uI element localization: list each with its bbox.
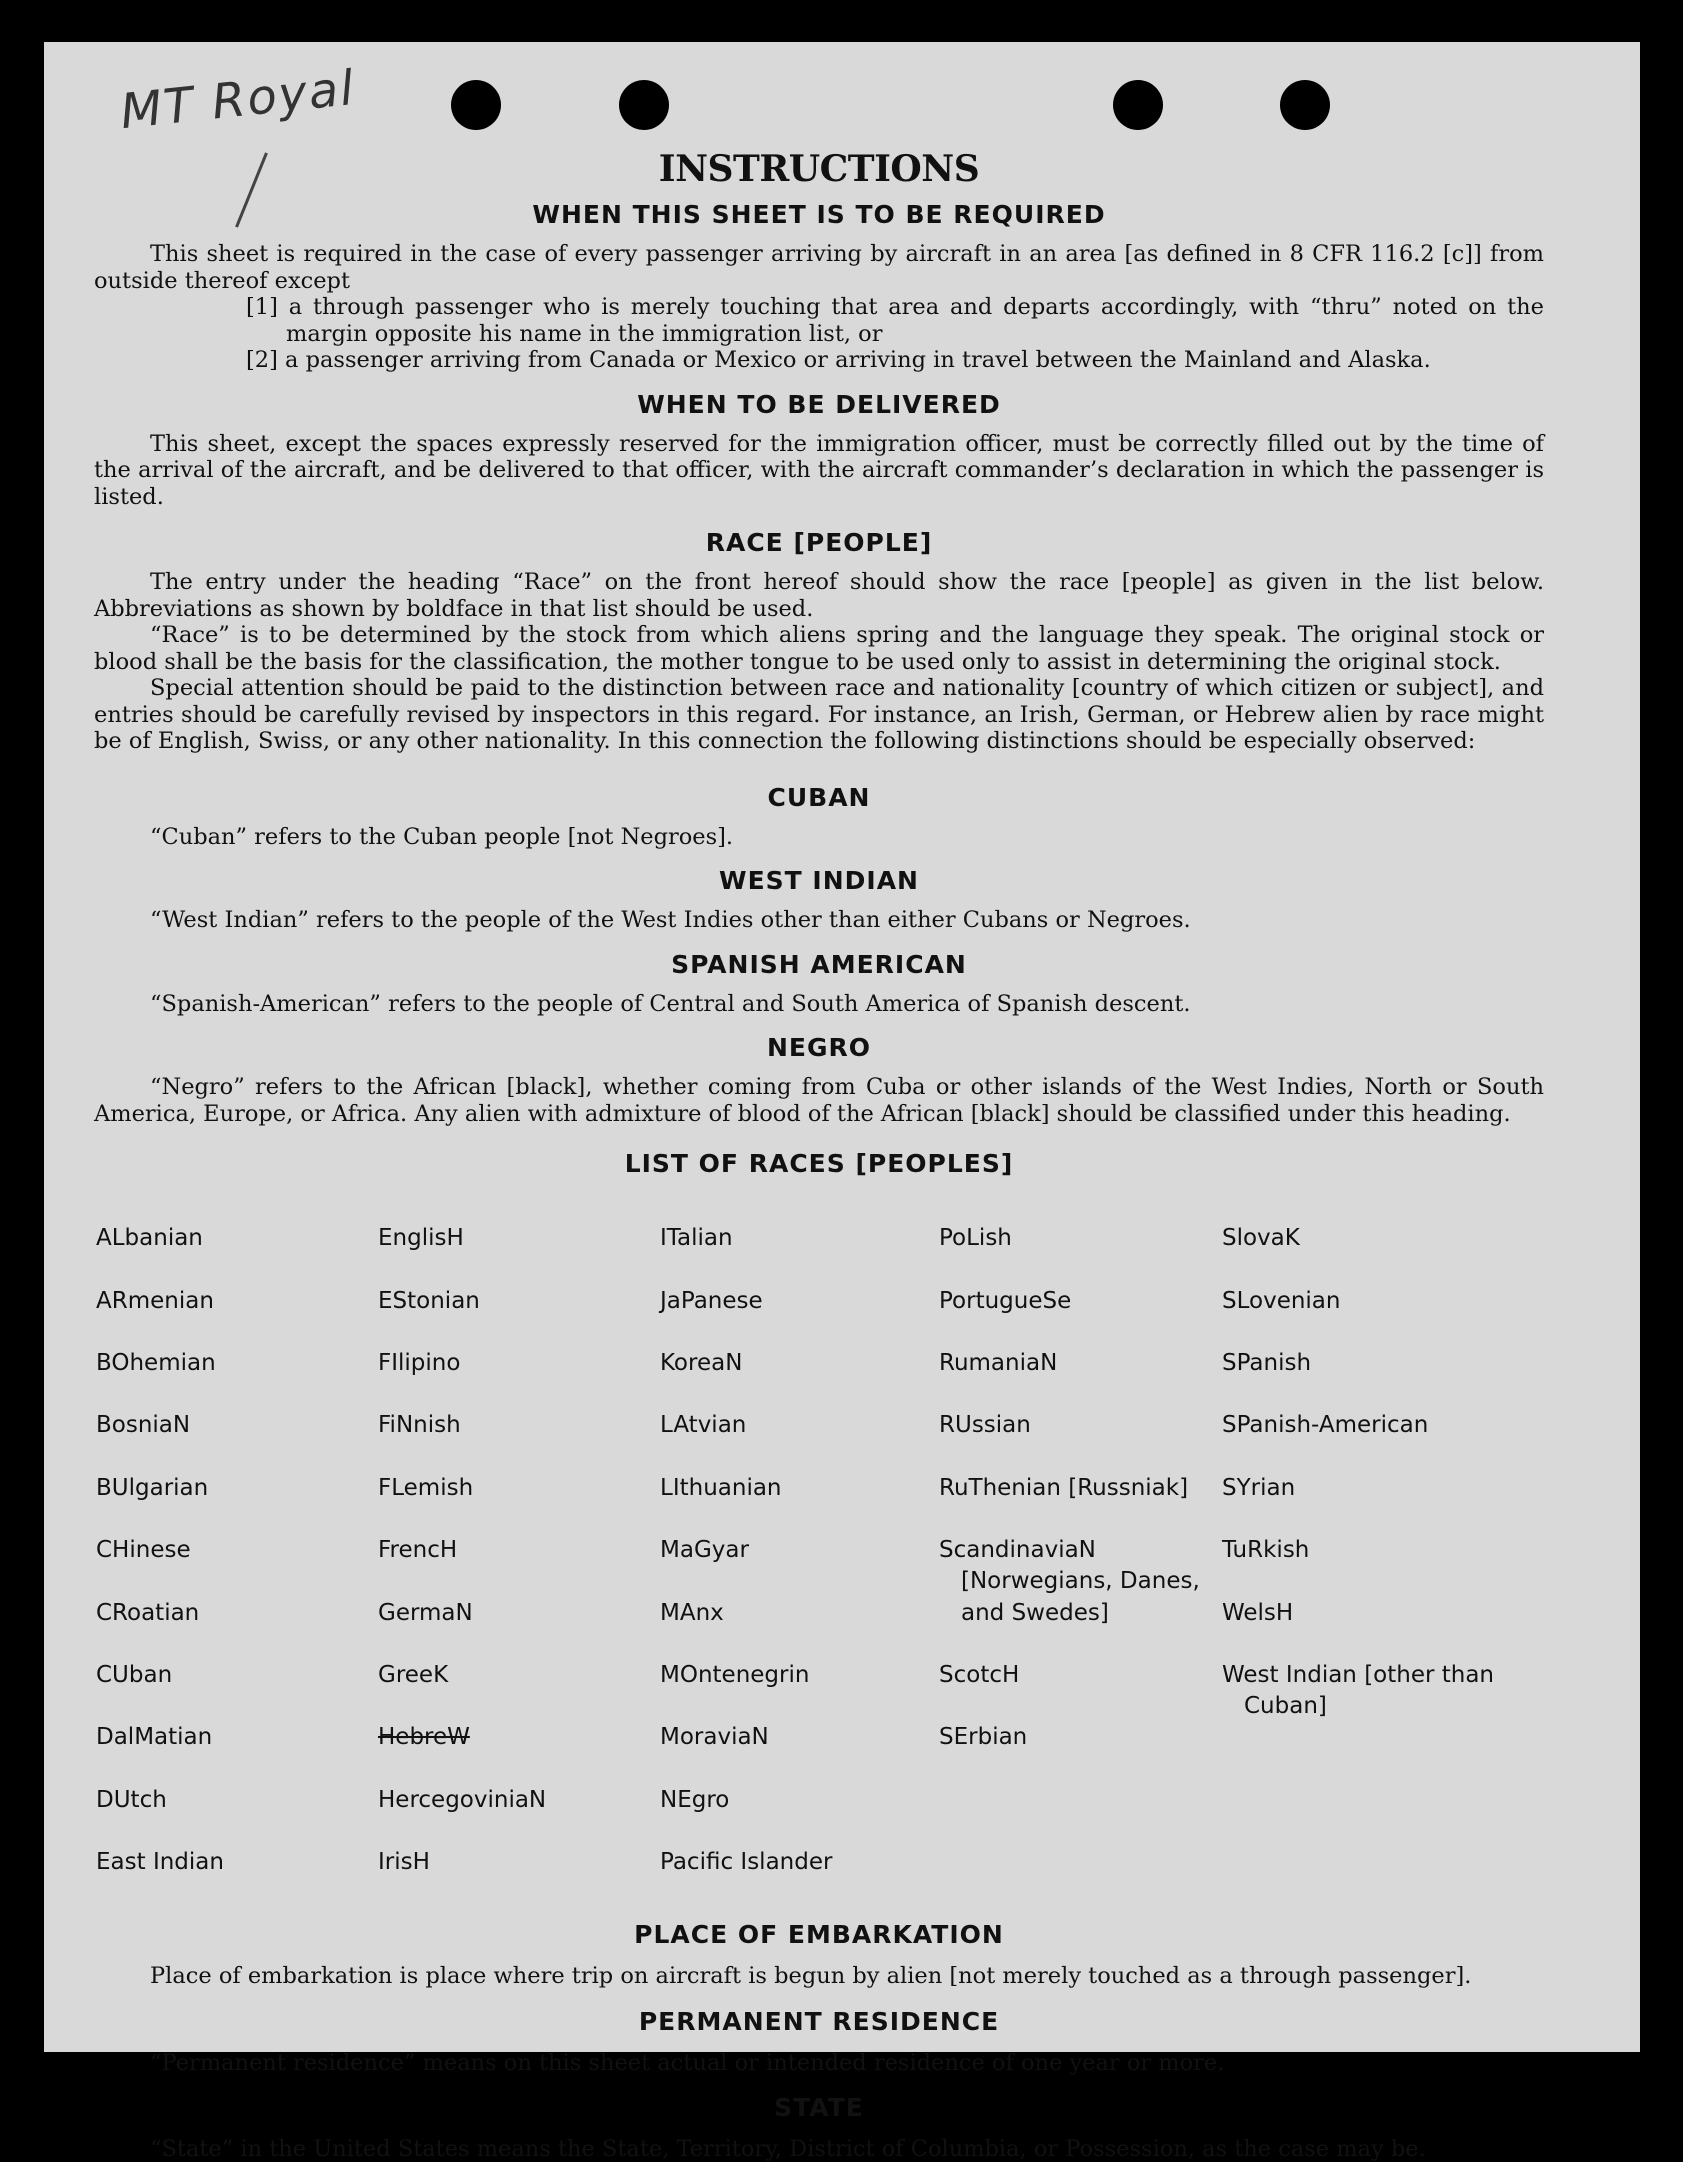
race-item: WelsH bbox=[1222, 1599, 1294, 1626]
race-item: BUlgarian bbox=[96, 1474, 209, 1501]
race-item: Pacific Islander bbox=[660, 1849, 833, 1876]
race-item: PoLish bbox=[939, 1225, 1012, 1252]
race-paragraph-3: Special attention should be paid to the distinction between race and nationality [country of which citizen or subject], and entries should be carefully revised by inspectors in this regard. For instance, an Irish, German, or Hebrew alien by race might be of English, Swiss, or any other nationality. In this connection the following distinctions should be especially observed: bbox=[94, 675, 1544, 754]
race-item: MaGyar bbox=[660, 1537, 749, 1564]
race-item: GermaN bbox=[378, 1599, 473, 1626]
section-heading-list-of-races: LIST OF RACES [PEOPLES] bbox=[624, 1149, 1014, 1178]
race-item: FLemish bbox=[378, 1474, 474, 1501]
races-column-2 bbox=[378, 1192, 660, 1910]
page-title: INSTRUCTIONS bbox=[658, 148, 980, 190]
race-item: RuThenian [Russniak] bbox=[939, 1474, 1189, 1501]
race-item: CHinese bbox=[96, 1537, 191, 1564]
race-item: FIlipino bbox=[378, 1350, 461, 1377]
handwritten-note: MT Royal bbox=[117, 59, 359, 141]
section-heading-delivered: WHEN TO BE DELIVERED bbox=[637, 389, 1001, 419]
race-item: JaPanese bbox=[660, 1287, 763, 1314]
cuban-text: “Cuban” refers to the Cuban people [not Negroes]. bbox=[150, 823, 734, 850]
races-column-4 bbox=[939, 1192, 1222, 1910]
section-heading-spanish-american: SPANISH AMERICAN bbox=[671, 949, 967, 979]
races-column-3 bbox=[660, 1192, 939, 1910]
residence-text: “Permanent residence” means on this sheet actual or intended residence of one year or more. bbox=[150, 2050, 1225, 2077]
race-item: KoreaN bbox=[660, 1350, 743, 1377]
section-heading-required: WHEN THIS SHEET IS TO BE REQUIRED bbox=[532, 200, 1106, 229]
punch-hole bbox=[451, 80, 501, 130]
race-item: NEgro bbox=[660, 1786, 730, 1813]
embarkation-text: Place of embarkation is place where trip on aircraft is begun by alien [not merely touched as a through passenger]. bbox=[150, 1962, 1472, 1989]
race-item: MAnx bbox=[660, 1599, 724, 1626]
race-item: RumaniaN bbox=[939, 1350, 1058, 1377]
race-item: EnglisH bbox=[378, 1225, 464, 1252]
required-item-2: [2] a passenger arriving from Canada or Mexico or arriving in travel between the Mainland and Alaska. bbox=[246, 347, 1431, 373]
race-item: MoraviaN bbox=[660, 1724, 769, 1751]
race-paragraph-1: The entry under the heading “Race” on the front hereof should show the race [people] as given in the list below. Abbreviations as shown by boldface in that list should be used. bbox=[94, 569, 1544, 622]
race-item: West Indian [other than Cuban] bbox=[1222, 1662, 1495, 1720]
punch-hole bbox=[619, 80, 669, 130]
race-item: FiNnish bbox=[378, 1412, 461, 1439]
state-text: “State” in the United States means the State, Territory, District of Columbia, or Possession, as the case may be. bbox=[150, 2135, 1426, 2162]
required-intro: This sheet is required in the case of every passenger arriving by aircraft in an area [as defined in 8 CFR 116.2 [c]] from outside thereof except bbox=[94, 241, 1544, 294]
race-item: ScotcH bbox=[939, 1662, 1020, 1689]
section-heading-residence: PERMANENT RESIDENCE bbox=[638, 2007, 1000, 2037]
section-heading-cuban: CUBAN bbox=[767, 782, 871, 812]
required-item-1: [1] a through passenger who is merely touching that area and departs accordingly, with “thru” noted on the margin opposite his name in the immigration list, or bbox=[246, 294, 1544, 347]
race-item: LIthuanian bbox=[660, 1474, 782, 1501]
race-item: SPanish-American bbox=[1222, 1412, 1429, 1439]
race-item: DalMatian bbox=[96, 1724, 213, 1751]
race-item-struck: HebreW bbox=[378, 1724, 470, 1751]
instructions-content bbox=[94, 148, 1544, 2162]
races-list bbox=[96, 1192, 1544, 1910]
race-item: BOhemian bbox=[96, 1350, 216, 1377]
negro-text: “Negro” refers to the African [black], whether coming from Cuba or other islands of the West Indies, North or South America, Europe, or Africa. Any alien with admixture of blood of the African [black] should be classified under this heading. bbox=[94, 1074, 1544, 1127]
race-item: ARmenian bbox=[96, 1287, 214, 1314]
race-item: RUssian bbox=[939, 1412, 1031, 1439]
race-item: ALbanian bbox=[96, 1225, 203, 1252]
race-item: SYrian bbox=[1222, 1474, 1296, 1501]
section-heading-state: STATE bbox=[774, 2092, 864, 2122]
race-paragraph-2: “Race” is to be determined by the stock from which aliens spring and the language they speak. The original stock or blood shall be the basis for the classification, the mother tongue to be used only to assist in determining the original stock. bbox=[94, 622, 1544, 675]
race-item: SLovenian bbox=[1222, 1287, 1341, 1314]
race-item: TuRkish bbox=[1222, 1537, 1310, 1564]
punch-hole bbox=[1280, 80, 1330, 130]
race-item: GreeK bbox=[378, 1662, 449, 1689]
race-item: ITalian bbox=[660, 1225, 733, 1252]
punch-hole bbox=[1113, 80, 1163, 130]
race-item: SlovaK bbox=[1222, 1225, 1300, 1252]
race-item: CUban bbox=[96, 1662, 173, 1689]
races-column-1 bbox=[96, 1192, 378, 1910]
race-item: DUtch bbox=[96, 1786, 167, 1813]
race-item: FrencH bbox=[378, 1537, 458, 1564]
race-item: SErbian bbox=[939, 1724, 1028, 1751]
race-item: LAtvian bbox=[660, 1412, 747, 1439]
spanish-american-text: “Spanish-American” refers to the people of Central and South America of Spanish descent. bbox=[150, 990, 1191, 1017]
race-item: ScandinaviaN [Norwegians, Danes, and Swedes] bbox=[939, 1537, 1200, 1626]
section-heading-embarkation: PLACE OF EMBARKATION bbox=[634, 1919, 1004, 1949]
race-item: BosniaN bbox=[96, 1412, 191, 1439]
race-item: SPanish bbox=[1222, 1350, 1312, 1377]
race-item: IrisH bbox=[378, 1849, 430, 1876]
delivered-text: This sheet, except the spaces expressly reserved for the immigration officer, must be correctly filled out by the time of the arrival of the aircraft, and be delivered to that officer, with the aircraft commander’s declaration in which the passenger is listed. bbox=[94, 430, 1544, 510]
races-column-5 bbox=[1222, 1192, 1504, 1910]
section-heading-race: RACE [PEOPLE] bbox=[705, 528, 933, 557]
race-item: MOntenegrin bbox=[660, 1662, 810, 1689]
section-heading-negro: NEGRO bbox=[766, 1033, 872, 1062]
race-item: East Indian bbox=[96, 1849, 224, 1876]
race-item: HercegoviniaN bbox=[378, 1786, 547, 1813]
race-item: CRoatian bbox=[96, 1599, 200, 1626]
race-item: EStonian bbox=[378, 1287, 480, 1314]
section-heading-west-indian: WEST INDIAN bbox=[719, 866, 919, 895]
race-item: PortugueSe bbox=[939, 1287, 1072, 1314]
west-indian-text: “West Indian” refers to the people of the West Indies other than either Cubans or Negroes. bbox=[150, 907, 1191, 933]
